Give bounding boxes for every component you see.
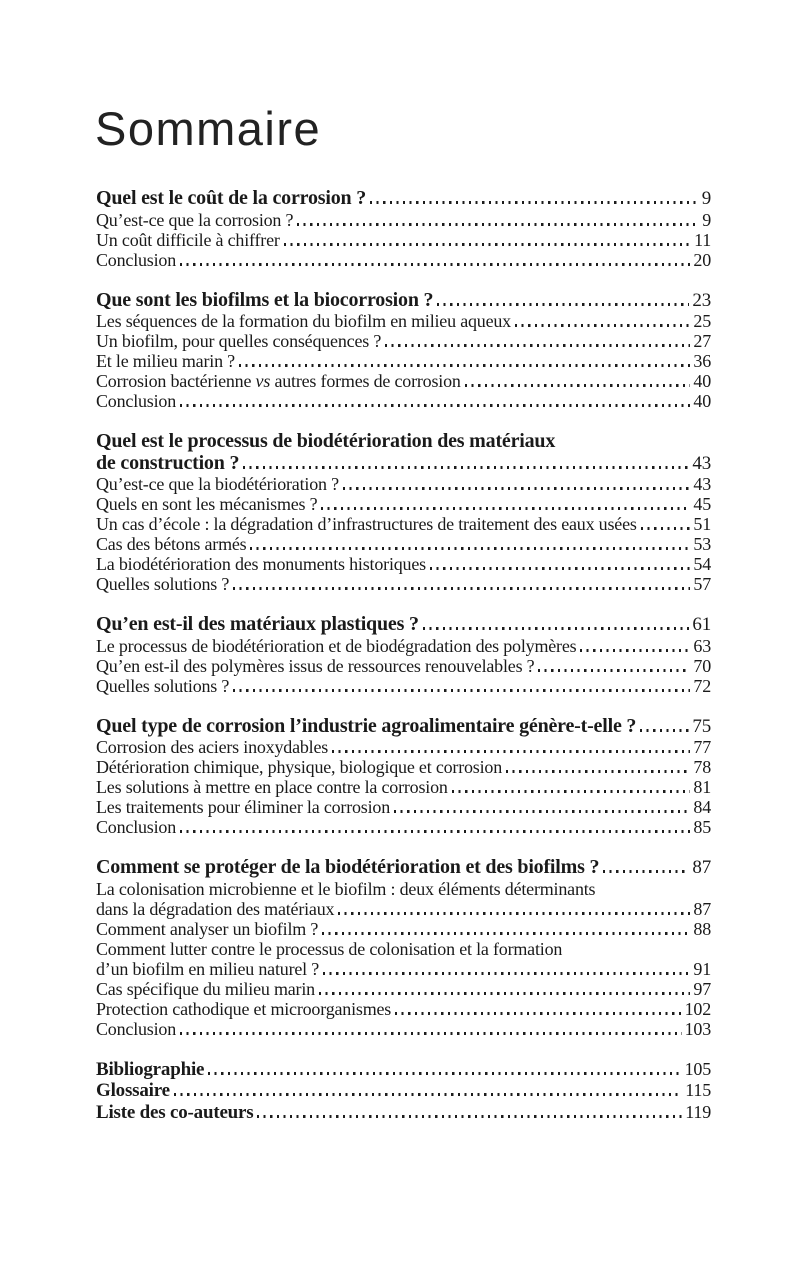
entry-label: Que sont les biofilms et la biocorrosion ? [96, 288, 434, 311]
entry-label: Les traitements pour éliminer la corrosion [96, 797, 391, 817]
dot-leader [323, 972, 690, 975]
toc-entry[interactable] [96, 391, 711, 411]
entry-label: Liste des co-auteurs [96, 1101, 254, 1123]
entry-label: Bibliographie [96, 1058, 205, 1080]
dot-leader [423, 627, 690, 630]
toc-entry[interactable] [96, 331, 711, 351]
toc-end-entry[interactable] [96, 1059, 711, 1081]
entry-label: Les solutions à mettre en place contre la corrosion [96, 777, 448, 797]
dot-leader [395, 1012, 682, 1015]
entry-label: Le processus de biodétérioration et de biodégradation des polymères [96, 635, 577, 656]
toc-section-heading[interactable] [96, 188, 711, 210]
dot-leader [180, 1032, 682, 1035]
dot-leader [640, 729, 689, 732]
page-number: 9 [702, 209, 711, 230]
toc-entry[interactable] [96, 899, 711, 919]
page-number: 102 [684, 998, 711, 1019]
entry-label: Conclusion [96, 817, 177, 837]
dot-leader [321, 507, 690, 510]
entry-label: de construction ? [96, 451, 240, 474]
toc-end-entry[interactable] [96, 1080, 711, 1102]
entry-label: Comment se protéger de la biodétérioration et des biofilms ? [96, 856, 600, 878]
entry-label-run: autres formes de corrosion [270, 371, 461, 391]
toc-section-heading[interactable] [96, 716, 711, 738]
toc-entry-line[interactable] [96, 939, 711, 959]
toc-entry[interactable] [96, 656, 711, 676]
toc-section [96, 716, 711, 838]
entry-label: Qu’en est-il des matériaux plastiques ? [96, 613, 419, 635]
table-of-contents [96, 188, 711, 1123]
dot-leader [180, 404, 690, 407]
entry-label: Détérioration chimique, physique, biologique et corrosion [96, 757, 503, 777]
entry-label: Conclusion [96, 249, 177, 270]
entry-label: d’un biofilm en milieu naturel ? [96, 958, 320, 979]
page-number: 9 [701, 188, 711, 209]
dot-leader [506, 770, 690, 773]
entry-label-run: vs [255, 371, 271, 391]
toc-entry[interactable] [96, 554, 711, 574]
dot-leader [515, 324, 690, 327]
dot-leader [297, 223, 699, 226]
dot-leader [437, 303, 689, 306]
toc-section [96, 857, 711, 1039]
page-number: 27 [693, 331, 711, 351]
page-number: 97 [693, 978, 711, 999]
page-number: 43 [693, 474, 711, 494]
dot-leader [332, 750, 690, 753]
page-number: 87 [692, 857, 711, 878]
dot-leader [538, 669, 690, 672]
toc-section [96, 188, 711, 270]
page-number: 119 [685, 1101, 711, 1122]
toc-entry[interactable] [96, 979, 711, 999]
entry-label: Quel est le processus de biodétérioration des matériaux [96, 430, 556, 452]
dot-leader [174, 1093, 682, 1096]
dot-leader [180, 263, 690, 266]
toc-section-heading[interactable] [96, 857, 711, 879]
page-number: 78 [693, 757, 711, 777]
dot-leader [243, 466, 689, 469]
page-number: 51 [693, 514, 711, 534]
toc-end-matter [96, 1059, 711, 1124]
page-number: 11 [694, 229, 711, 250]
dot-leader [233, 689, 690, 692]
page-number: 91 [693, 958, 711, 979]
toc-entry[interactable] [96, 534, 711, 554]
page-number: 43 [692, 452, 711, 474]
entry-label: Conclusion [96, 391, 177, 411]
entry-label: dans la dégradation des matériaux [96, 898, 335, 919]
dot-leader [208, 1072, 681, 1075]
entry-label: La colonisation microbienne et le biofilm : deux éléments déterminants [96, 878, 596, 899]
toc-entry[interactable] [96, 351, 711, 371]
dot-leader [322, 932, 690, 935]
entry-label: Protection cathodique et microorganismes [96, 998, 392, 1019]
dot-leader [603, 870, 689, 873]
toc-entry[interactable] [96, 676, 711, 696]
page-number: 70 [693, 655, 711, 676]
entry-label: Les séquences de la formation du biofilm en milieu aqueux [96, 311, 511, 331]
dot-leader [370, 201, 699, 204]
page-number: 72 [693, 675, 711, 696]
toc-entry[interactable] [96, 514, 711, 534]
toc-entry[interactable] [96, 737, 711, 757]
page-number: 63 [693, 635, 711, 656]
entry-label: Comment analyser un biofilm ? [96, 918, 319, 939]
dot-leader [338, 912, 690, 915]
dot-leader [641, 527, 691, 530]
toc-entry[interactable] [96, 230, 711, 250]
toc-entry[interactable] [96, 919, 711, 939]
toc-entry[interactable] [96, 210, 711, 230]
toc-section [96, 431, 711, 594]
page-number: 23 [692, 289, 711, 311]
entry-label: La biodétérioration des monuments historiques [96, 554, 426, 574]
entry-label [96, 371, 461, 391]
dot-leader [257, 1115, 682, 1118]
page-number: 103 [684, 1018, 711, 1039]
page-number: 54 [693, 554, 711, 574]
toc-section [96, 614, 711, 696]
toc-entry[interactable] [96, 817, 711, 837]
dot-leader [465, 384, 691, 387]
entry-label: Conclusion [96, 1018, 177, 1039]
entry-label: Un cas d’école : la dégradation d’infrastructures de traitement des eaux usées [96, 514, 637, 534]
toc-entry[interactable] [96, 371, 711, 391]
toc-entry[interactable] [96, 797, 711, 817]
entry-label: Quel est le coût de la corrosion ? [96, 187, 367, 209]
entry-label: Cas des bétons armés [96, 534, 247, 554]
entry-label: Corrosion des aciers inoxydables [96, 737, 329, 757]
entry-label: Un coût difficile à chiffrer [96, 229, 280, 250]
toc-section-heading[interactable] [96, 614, 711, 636]
toc-entry[interactable] [96, 311, 711, 331]
page-number: 53 [693, 534, 711, 554]
page-number: 40 [693, 391, 711, 411]
dot-leader [452, 790, 691, 793]
page-number: 81 [693, 777, 711, 797]
page-number: 115 [685, 1080, 711, 1100]
page-number: 45 [693, 494, 711, 514]
page-number: 57 [693, 574, 711, 594]
entry-label: Comment lutter contre le processus de colonisation et la formation [96, 938, 563, 959]
entry-label: Qu’en est-il des polymères issus de ressources renouvelables ? [96, 655, 535, 676]
dot-leader [250, 547, 690, 550]
toc-end-entry[interactable] [96, 1102, 711, 1124]
entry-label: Quelles solutions ? [96, 574, 230, 594]
entry-label: Qu’est-ce que la biodétérioration ? [96, 474, 339, 494]
entry-label: Cas spécifique du milieu marin [96, 978, 315, 999]
toc-section [96, 290, 711, 412]
page-title: Sommaire [95, 102, 322, 155]
dot-leader [580, 649, 690, 652]
page-number: 88 [693, 918, 711, 939]
toc-entry[interactable] [96, 959, 711, 979]
toc-entry[interactable] [96, 636, 711, 656]
toc-entry[interactable] [96, 777, 711, 797]
page-number: 87 [693, 898, 711, 919]
entry-label: Quels en sont les mécanismes ? [96, 494, 318, 514]
entry-label: Un biofilm, pour quelles conséquences ? [96, 331, 382, 351]
dot-leader [233, 587, 690, 590]
page-number: 75 [692, 715, 711, 737]
dot-leader [385, 344, 690, 347]
page-number: 84 [693, 797, 711, 817]
page-number: 105 [684, 1058, 711, 1079]
page-number: 36 [693, 351, 711, 371]
dot-leader [284, 243, 691, 246]
entry-label: Et le milieu marin ? [96, 351, 235, 371]
entry-label: Quel type de corrosion l’industrie agroalimentaire génère-t-elle ? [96, 714, 637, 737]
page-number: 85 [693, 817, 711, 837]
toc-entry[interactable] [96, 757, 711, 777]
page-number: 40 [693, 371, 711, 391]
dot-leader [180, 830, 690, 833]
dot-leader [319, 992, 690, 995]
toc-entry[interactable] [96, 474, 711, 494]
entry-label: Qu’est-ce que la corrosion ? [96, 209, 294, 230]
toc-section-heading[interactable] [96, 453, 711, 475]
dot-leader [239, 364, 690, 367]
toc-entry[interactable] [96, 999, 711, 1019]
entry-label: Glossaire [96, 1080, 170, 1101]
entry-label-run: Corrosion bactérienne [96, 371, 256, 391]
page-number: 25 [693, 311, 711, 331]
page-number: 77 [693, 737, 711, 757]
toc-entry[interactable] [96, 1019, 711, 1039]
toc-entry[interactable] [96, 250, 711, 270]
dot-leader [430, 567, 690, 570]
dot-leader [394, 810, 690, 813]
dot-leader [343, 487, 690, 490]
page-number: 61 [692, 614, 711, 635]
toc-entry[interactable] [96, 574, 711, 594]
toc-entry[interactable] [96, 494, 711, 514]
page-number: 20 [693, 249, 711, 270]
toc-entry-line[interactable] [96, 879, 711, 899]
entry-label: Quelles solutions ? [96, 675, 230, 696]
toc-section-heading[interactable] [96, 290, 711, 312]
toc-section-heading-line[interactable] [96, 431, 711, 453]
